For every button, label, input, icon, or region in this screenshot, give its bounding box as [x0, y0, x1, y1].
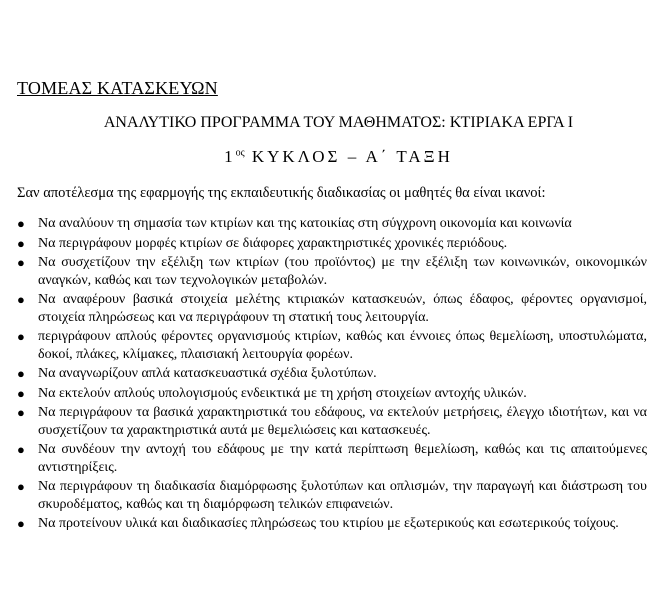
intro-text: Σαν αποτέλεσμα της εφαρμογής της εκπαιδευτικής διαδικασίας οι μαθητές θα είναι ικανοί:: [17, 185, 546, 201]
objective-text: Να περιγράφουν τα βασικά χαρακτηριστικά του εδάφους, να εκτελούν μετρήσεις, έλεγχο ιδιοτήτων, και να συσχετίζουν τα χαρακτηριστικά αυτά με θεμελιώσεις και κατασκευές.: [38, 405, 647, 438]
objective-item: [17, 254, 647, 289]
objective-text: Να αναγνωρίζουν απλά κατασκευαστικά σχέδια ξυλοτύπων.: [38, 366, 377, 382]
objective-item: [17, 441, 647, 476]
course-title: ΑΝΑΛΥΤΙΚΟ ΠΡΟΓΡΑΜΜΑ ΤΟΥ ΜΑΘΗΜΑΤΟΣ: ΚΤΙΡΙΑΚΑ ΕΡΓΑ Ι: [103, 114, 574, 131]
objective-item: [17, 478, 647, 513]
cycle-number: 1: [224, 147, 236, 166]
cycle-title: ΚΥΚΛΟΣ – Α΄ ΤΑΞΗ: [244, 147, 453, 166]
objective-item: [17, 404, 647, 439]
objective-item: [17, 235, 647, 252]
objective-text: Να εκτελούν απλούς υπολογισμούς ενδεικτικά με τη χρήση στοιχείων αντοχής υλικών.: [38, 385, 527, 401]
bullet-icon: ●: [17, 516, 25, 532]
objective-item: [17, 515, 647, 532]
objective-item: [17, 365, 647, 382]
sector-title: ΤΟΜΕΑΣ ΚΑΤΑΣΚΕΥΩΝ: [17, 78, 218, 98]
objective-text: Να περιγράφουν μορφές κτιρίων σε διάφορες χαρακτηριστικές χρονικές περιόδους.: [38, 235, 508, 251]
bullet-icon: ●: [17, 385, 25, 401]
objective-text: Να συσχετίζουν την εξέλιξη των κτιρίων (του προϊόντος) με την εξέλιξη των κοινωνικών, οικονομικών αναγκών, καθώς και των τεχνολογικών μεταβολών.: [38, 255, 647, 288]
objective-item: [17, 328, 647, 363]
objective-item: [17, 385, 647, 402]
objective-text: Να συνδέουν την αντοχή του εδάφους με την κατά περίπτωση θεμελίωση, καθώς και τις απαιτούμενες αντιστηρίξεις.: [38, 442, 647, 475]
bullet-icon: ●: [17, 216, 25, 231]
objective-text: Να προτείνουν υλικά και διαδικασίες πληρώσεως του κτιρίου με εξωτερικούς και εσωτερικούς τοίχους.: [38, 516, 619, 532]
bullet-icon: ●: [17, 292, 25, 308]
objective-text: Να αναφέρουν βασικά στοιχεία μελέτης κτιριακών κατασκευών, όπως έδαφος, φέροντες οργανισμοί, στοιχεία πληρώσεως και να περιγράφουν τη στατική τους λειτουργία.: [38, 292, 647, 325]
bullet-icon: ●: [17, 255, 25, 271]
objective-item: [17, 215, 647, 232]
cycle-suffix: ος: [235, 147, 245, 159]
bullet-icon: ●: [17, 442, 25, 458]
bullet-icon: ●: [17, 235, 25, 251]
objective-text: Να περιγράφουν τη διαδικασία διαμόρφωσης ξυλοτύπων και οπλισμών, την παραγωγή και διάστρωση του σκυροδέματος, καθώς και τη διαμόρφωση τελικών επιφανειών.: [38, 479, 647, 512]
bullet-icon: ●: [17, 329, 25, 345]
objectives-list: [17, 215, 647, 535]
bullet-icon: ●: [17, 405, 25, 421]
bullet-icon: ●: [17, 366, 25, 382]
objective-text: περιγράφουν απλούς φέροντες οργανισμούς κτιρίων, καθώς και έννοιες όπως θεμελίωση, υποστυλώματα, δοκοί, πλάκες, κλίμακες, πλαισιακή λειτουργία φορέων.: [38, 329, 647, 362]
objective-text: Να αναλύουν τη σημασία των κτιρίων και της κατοικίας στη σύγχρονη οικονομία και κοινωνία: [38, 216, 572, 231]
bullet-icon: ●: [17, 479, 25, 495]
cycle-heading: [0, 147, 667, 167]
objective-item: [17, 291, 647, 326]
